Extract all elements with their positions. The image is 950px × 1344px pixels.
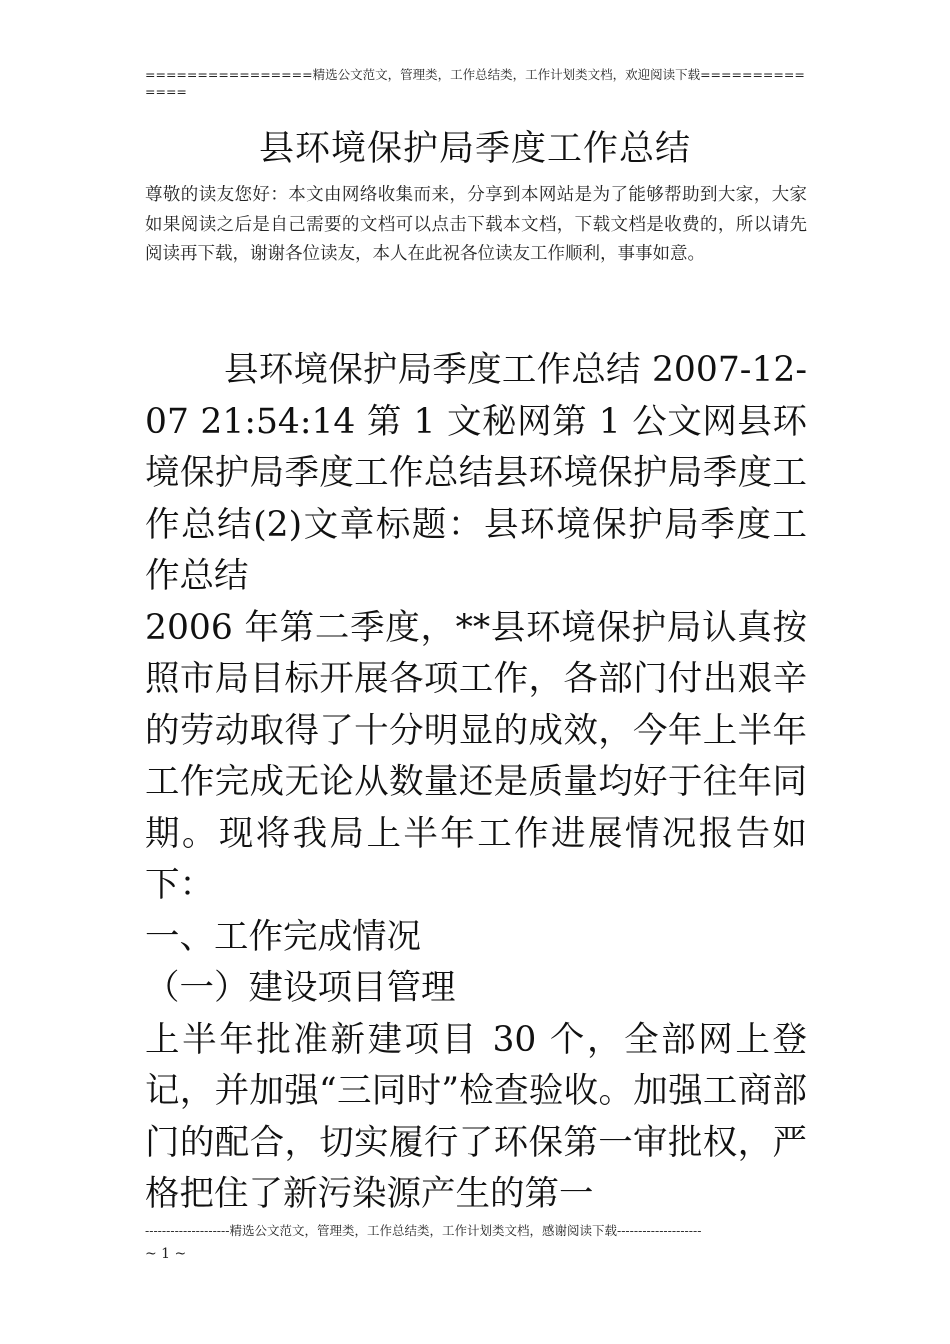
footer-banner: --------------------精选公文范文，管理类，工作总结类，工作计划类文档，感谢阅读下载-------------------- bbox=[145, 1223, 702, 1238]
reader-notice: 尊敬的读友您好：本文由网络收集而来，分享到本网站是为了能够帮助到大家，大家如果阅读之后是自己需要的文档可以点击下载本文档，下载文档是收费的，所以请先阅读再下载，谢谢各位读友，本人在此祝各位读友工作顺利，事事如意。 bbox=[145, 185, 807, 264]
document-body bbox=[145, 345, 807, 1221]
paragraph-intro: 县环境保护局季度工作总结 2007-12-07 21:54:14 第 1 文秘网第 1 公文网县环境保护局季度工作总结县环境保护局季度工作总结(2)文章标题：县环境保护局季度工作总结 bbox=[145, 350, 807, 596]
section-heading: 一、工作完成情况 bbox=[145, 916, 421, 957]
subsection-heading: （一）建设项目管理 bbox=[145, 968, 456, 1008]
paragraph-project-management: 上半年批准新建项目 30 个，全部网上登记，并加强“三同时”检查验收。加强工商部门的配合，切实履行了环保第一审批权，严格把住了新污染源产生的第一 bbox=[145, 1019, 807, 1214]
header-banner: ================精选公文范文，管理类，工作总结类，工作计划类文档，欢迎阅读下载============== bbox=[145, 67, 805, 99]
document-title: 县环境保护局季度工作总结 bbox=[258, 129, 691, 169]
paragraph-summary: 2006 年第二季度，**县环境保护局认真按照市局目标开展各项工作，各部门付出艰辛的劳动取得了十分明显的成效，今年上半年工作完成无论从数量还是质量均好于往年同期。现将我局上半年工作进展情况报告如下： bbox=[145, 607, 807, 905]
page-number: ~ 1 ~ bbox=[145, 1246, 187, 1262]
